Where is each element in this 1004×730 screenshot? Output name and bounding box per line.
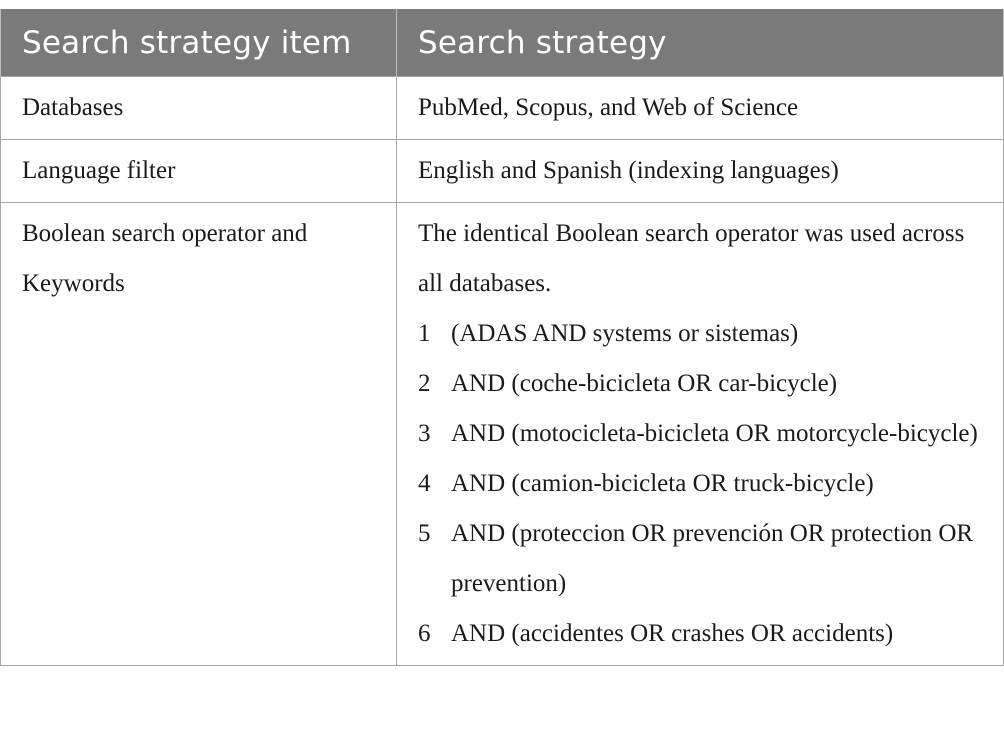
strategy-cell-databases: PubMed, Scopus, and Web of Science [397, 77, 1004, 140]
item-cell-language-filter: Language filter [1, 140, 397, 203]
list-item [418, 359, 982, 409]
step-number: 3 [418, 420, 431, 447]
boolean-intro-text: The identical Boolean search operator was used across all databases. [418, 220, 965, 297]
step-text: (ADAS AND systems or sistemas) [451, 320, 799, 347]
item-cell-boolean-operator: Boolean search operator and Keywords [1, 203, 397, 666]
list-item [418, 509, 982, 609]
column-header-item: Search strategy item [1, 9, 397, 77]
step-number: 5 [418, 520, 431, 547]
list-item [418, 459, 982, 509]
table-body [1, 77, 1004, 666]
step-text: AND (coche-bicicleta OR car-bicycle) [451, 370, 838, 397]
step-text: AND (accidentes OR crashes OR accidents) [451, 620, 894, 647]
step-number: 1 [418, 320, 431, 347]
list-item [418, 309, 982, 359]
strategy-cell-boolean-operator [397, 203, 1004, 666]
table-row [1, 203, 1004, 666]
step-text: AND (motocicleta-bicicleta OR motorcycle-bicycle) [451, 420, 978, 447]
keyword-step-list [418, 309, 982, 659]
strategy-cell-language-filter: English and Spanish (indexing languages) [397, 140, 1004, 203]
list-item [418, 609, 982, 659]
list-item [418, 409, 982, 459]
step-number: 4 [418, 470, 431, 497]
step-number: 6 [418, 620, 431, 647]
search-strategy-table [0, 9, 1004, 666]
item-cell-databases: Databases [1, 77, 397, 140]
column-header-strategy: Search strategy [397, 9, 1004, 77]
table-header [1, 9, 1004, 77]
header-row [1, 9, 1004, 77]
step-text: AND (proteccion OR prevención OR protection OR prevention) [451, 520, 974, 597]
table-row [1, 77, 1004, 140]
table-row [1, 140, 1004, 203]
step-number: 2 [418, 370, 431, 397]
step-text: AND (camion-bicicleta OR truck-bicycle) [451, 470, 874, 497]
